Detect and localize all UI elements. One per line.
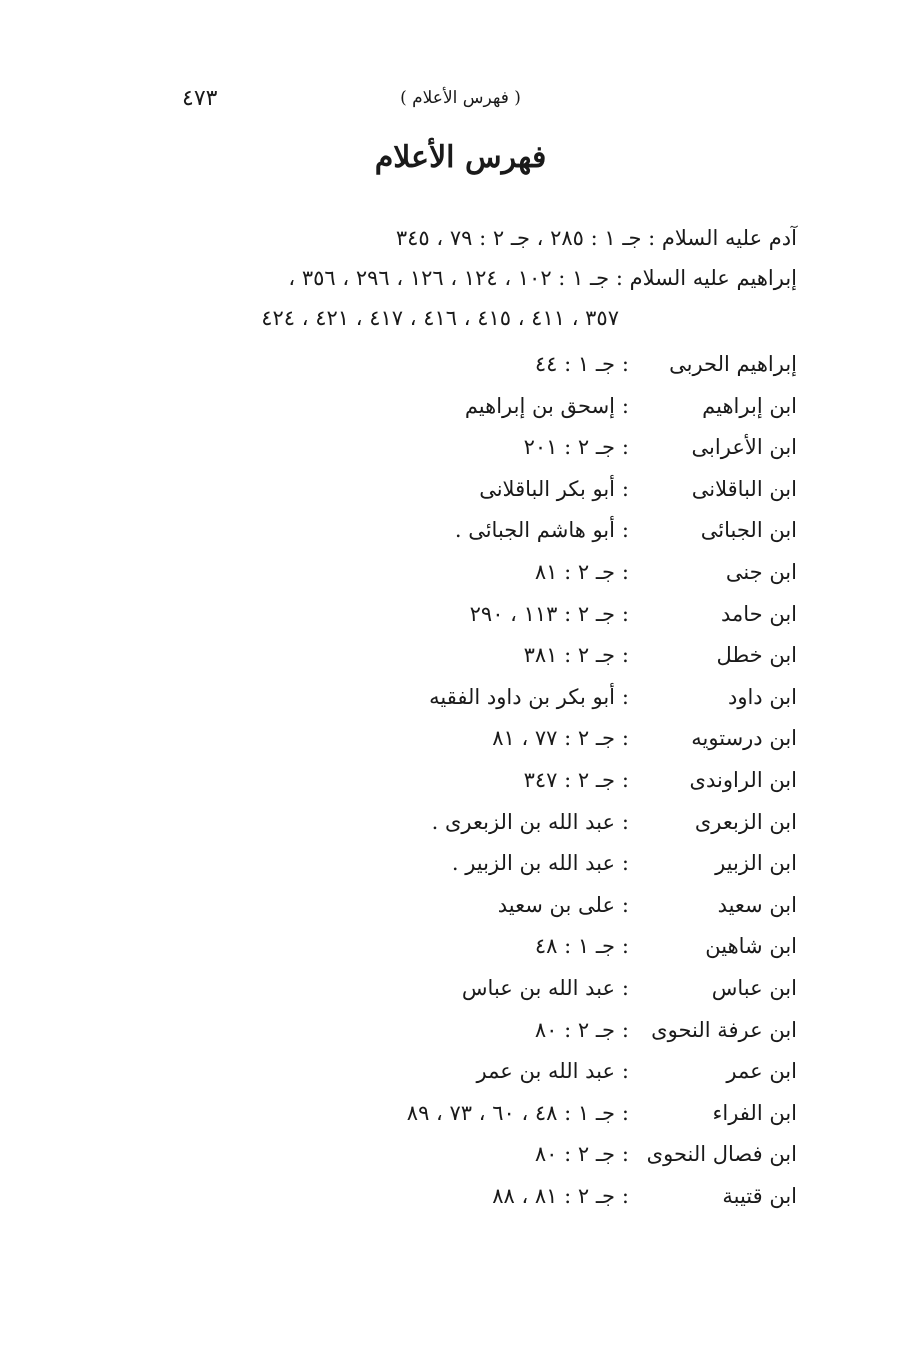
entry-reference: عبد الله بن الزبعرى .	[431, 809, 615, 834]
index-entry	[97, 427, 797, 469]
entry-reference: جـ ٢ : ٨١ ، ٨٨	[492, 1183, 615, 1208]
entry-separator: :	[621, 1059, 629, 1084]
entry-name: ابن الفراء	[712, 1100, 797, 1125]
entry-name: ابن إبراهيم	[702, 393, 797, 418]
entry-name: ابن فصال النحوى	[646, 1142, 797, 1167]
entry-separator: :	[621, 435, 629, 460]
index-entry	[97, 386, 797, 428]
entry-reference: أبو بكر الباقلانى	[479, 476, 615, 501]
entry-name: ابن شاهين	[705, 934, 797, 959]
entry-reference: عبد الله بن الزبير .	[451, 851, 615, 876]
index-entry	[97, 635, 797, 677]
entry-name: ابن سعيد	[717, 892, 797, 917]
index-entry	[97, 968, 797, 1010]
entry-name: ابن عباس	[711, 975, 797, 1000]
page-number: ٤٧٣	[182, 86, 218, 111]
entry-reference: جـ ٢ : ١١٣ ، ٢٩٠	[469, 601, 615, 626]
entry-name: ابن حامد	[721, 601, 797, 626]
index-entry	[97, 510, 797, 552]
entry-reference: إسحق بن إبراهيم	[464, 393, 615, 418]
entry-name: إبراهيم الحربى	[669, 352, 797, 376]
index-entry	[97, 1093, 797, 1135]
entry-separator: :	[621, 393, 629, 418]
index-entry	[97, 1176, 797, 1218]
entry-reference: جـ ٢ : ٧٧ ، ٨١	[492, 726, 615, 751]
entry-separator: :	[621, 601, 629, 626]
entry-name: ابن الراوندى	[689, 767, 797, 792]
entry-reference: جـ ١ : ٤٨	[534, 934, 615, 959]
entry-separator: :	[621, 851, 629, 876]
entry-separator: :	[621, 1017, 629, 1042]
entry-reference: عبد الله بن عمر	[476, 1059, 615, 1084]
index-entry-ibrahim-continuation: ٣٥٧ ، ٤١١ ، ٤١٥ ، ٤١٦ ، ٤١٧ ، ٤٢١ ، ٤٢٤	[261, 306, 619, 330]
entry-name: ابن عمر	[726, 1059, 797, 1084]
index-entry	[97, 802, 797, 844]
entry-reference: جـ ٢ : ٣٨١	[523, 643, 615, 668]
index-entry	[97, 469, 797, 511]
entry-reference: جـ ٢ : ٣٤٧	[523, 767, 615, 792]
index-entry	[97, 594, 797, 636]
entry-reference: أبو هاشم الجبائى .	[454, 518, 615, 543]
entry-reference: جـ ٢ : ٨٠	[534, 1142, 615, 1167]
entry-separator: :	[621, 892, 629, 917]
entry-reference: جـ ١ : ٤٨ ، ٦٠ ، ٧٣ ، ٨٩	[406, 1100, 615, 1125]
entry-separator: :	[621, 975, 629, 1000]
entry-separator: :	[621, 1100, 629, 1125]
index-entry	[97, 344, 797, 386]
entry-separator: :	[621, 518, 629, 543]
index-entries	[97, 218, 797, 1217]
index-entry	[97, 843, 797, 885]
index-entry	[97, 885, 797, 927]
entry-reference: جـ ٢ : ٨١	[534, 559, 615, 584]
index-entry	[97, 1051, 797, 1093]
entry-name: ابن الزبعرى	[694, 809, 797, 834]
entry-reference: جـ ٢ : ٨٠	[534, 1017, 615, 1042]
entry-separator: :	[621, 1142, 629, 1167]
index-entry-adam: آدم عليه السلام : جـ ١ : ٢٨٥ ، جـ ٢ : ٧٩ ، ٣٤٥	[395, 226, 797, 250]
index-title: فهرس الأعلام	[374, 140, 547, 175]
entry-separator: :	[621, 684, 629, 709]
running-header	[0, 86, 921, 116]
index-entry	[97, 552, 797, 594]
entry-reference: جـ ٢ : ٢٠١	[523, 435, 615, 460]
entry-name: ابن قتيبة	[722, 1183, 797, 1208]
entry-name: ابن داود	[727, 684, 797, 709]
index-entry-ibrahim: إبراهيم عليه السلام : جـ ١ : ١٠٢ ، ١٢٤ ، ١٢٦ ، ٢٩٦ ، ٣٥٦ ،	[288, 266, 797, 290]
entry-reference: على بن سعيد	[497, 892, 615, 917]
entry-name: ابن درستويه	[691, 726, 797, 751]
entry-name: ابن الباقلانى	[691, 476, 797, 501]
entry-separator: :	[621, 476, 629, 501]
running-title: ( فهرس الأعلام )	[400, 88, 521, 108]
entry-name: ابن عرفة النحوى	[651, 1017, 797, 1042]
entry-separator: :	[621, 767, 629, 792]
entry-separator: :	[621, 809, 629, 834]
entry-separator: :	[621, 559, 629, 584]
index-entry	[97, 677, 797, 719]
index-entry	[97, 718, 797, 760]
entry-reference: جـ ١ : ٤٤	[534, 352, 615, 376]
entry-separator: :	[621, 726, 629, 751]
entry-name: ابن جنى	[725, 559, 797, 584]
index-entry	[97, 760, 797, 802]
entry-separator: :	[621, 934, 629, 959]
entry-reference: أبو بكر بن داود الفقيه	[429, 684, 615, 709]
entry-name: ابن الجبائى	[700, 518, 797, 543]
entry-name: ابن خطل	[716, 643, 797, 668]
entry-separator: :	[621, 643, 629, 668]
entry-separator: :	[621, 1183, 629, 1208]
entry-name: ابن الزبير	[715, 851, 797, 876]
entry-reference: عبد الله بن عباس	[461, 975, 615, 1000]
index-entry	[97, 926, 797, 968]
entry-separator: :	[621, 352, 629, 376]
index-entry	[97, 1010, 797, 1052]
index-entry	[97, 1134, 797, 1176]
entry-name: ابن الأعرابى	[691, 435, 797, 460]
